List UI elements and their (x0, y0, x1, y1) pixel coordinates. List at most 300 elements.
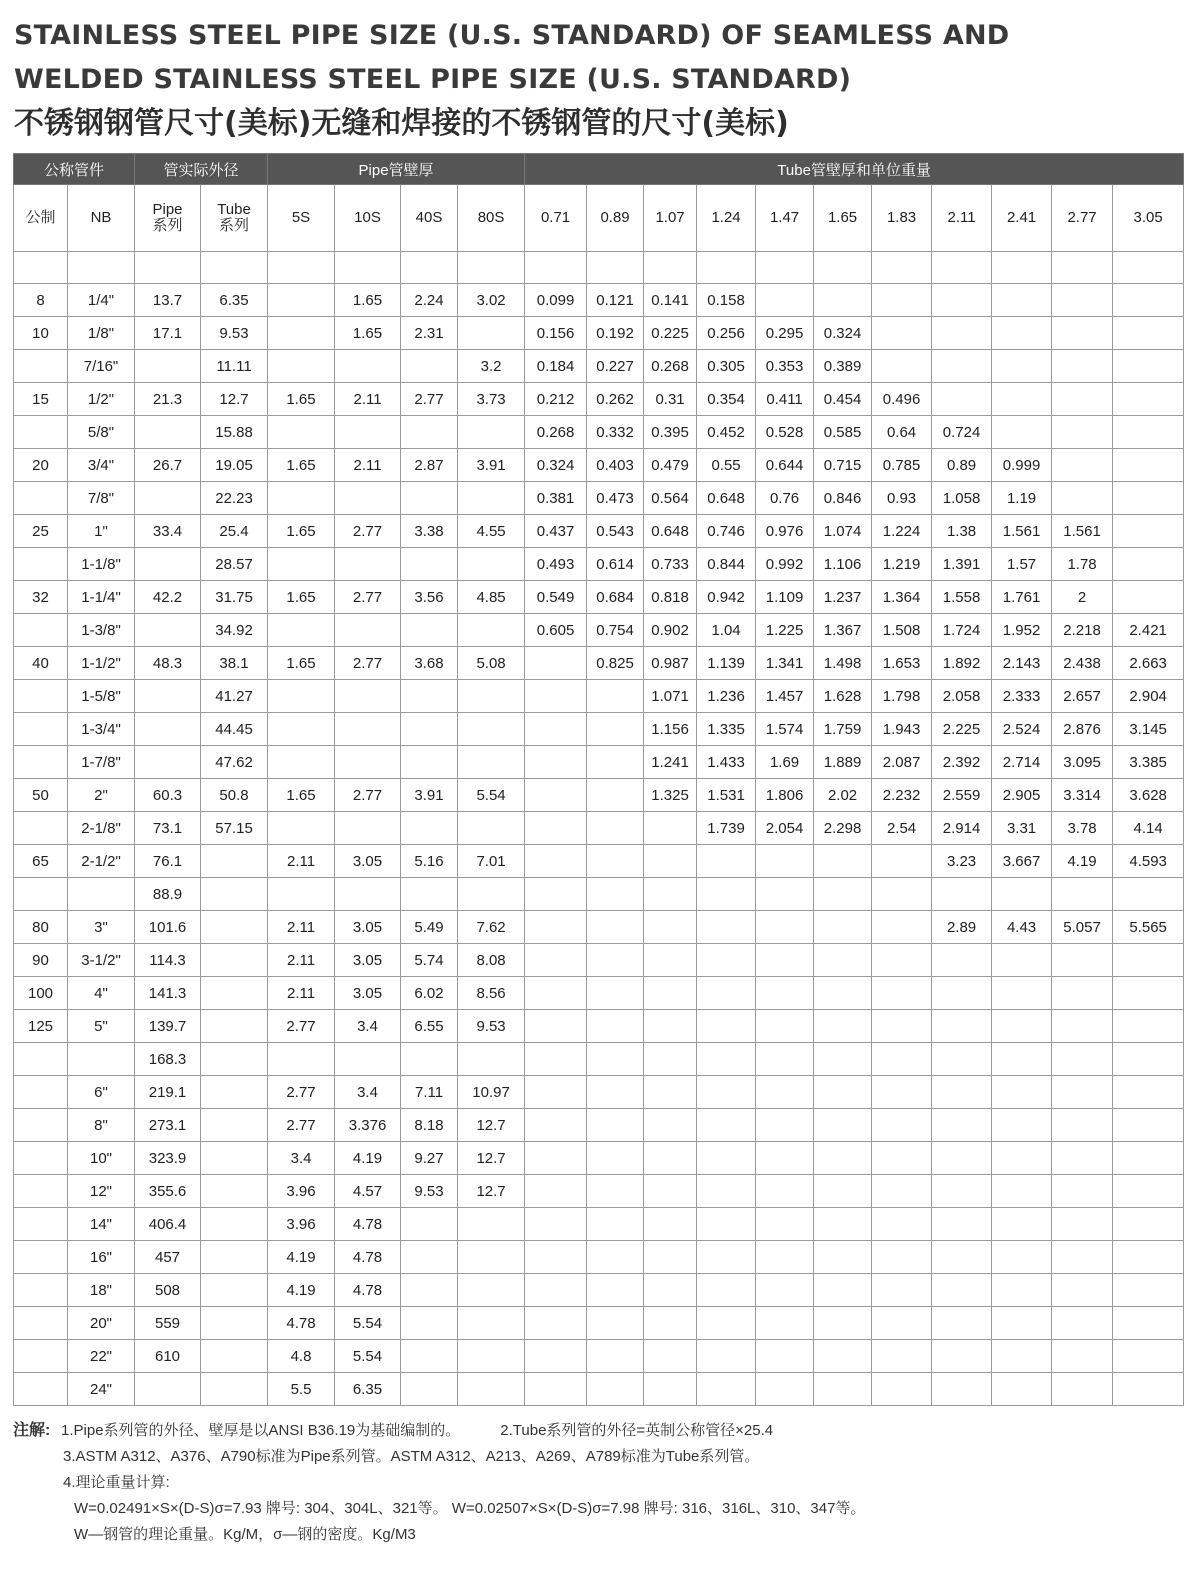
table-cell: 0.437 (525, 515, 587, 548)
table-cell: 1.653 (872, 647, 932, 680)
table-row (14, 878, 1184, 911)
table-cell: 168.3 (135, 1043, 201, 1076)
table-cell (992, 1373, 1052, 1406)
table-cell: 1.341 (756, 647, 814, 680)
table-cell: 3.4 (335, 1010, 401, 1043)
table-cell (1052, 977, 1113, 1010)
subheader-tube-series: Tube 系列 (201, 185, 268, 252)
table-row (14, 1076, 1184, 1109)
table-cell: 57.15 (201, 812, 268, 845)
table-cell (525, 1175, 587, 1208)
table-cell: 47.62 (201, 746, 268, 779)
table-cell: 24" (68, 1373, 135, 1406)
table-cell: 12.7 (458, 1175, 525, 1208)
table-cell: 0.549 (525, 581, 587, 614)
header-tube-wall-weight: Tube管壁厚和单位重量 (525, 154, 1184, 185)
table-cell (587, 713, 644, 746)
table-cell (14, 1307, 68, 1340)
table-cell: 0.585 (814, 416, 872, 449)
table-row (14, 1373, 1184, 1406)
table-cell: 1.761 (992, 581, 1052, 614)
table-cell (697, 1175, 756, 1208)
table-cell (458, 416, 525, 449)
table-cell: 4.78 (335, 1274, 401, 1307)
table-cell (932, 1274, 992, 1307)
table-cell (814, 1010, 872, 1043)
table-cell (458, 713, 525, 746)
table-cell (872, 1241, 932, 1274)
table-cell (458, 746, 525, 779)
table-cell (525, 812, 587, 845)
table-cell (525, 1373, 587, 1406)
note-3: 3.ASTM A312、A376、A790标准为Pipe系列管。ASTM A312、A213、A269、A789标准为Tube系列管。 (63, 1448, 760, 1465)
table-cell (525, 944, 587, 977)
table-cell (335, 713, 401, 746)
table-cell: 1.508 (872, 614, 932, 647)
table-cell: 25 (14, 515, 68, 548)
table-cell: 0.825 (587, 647, 644, 680)
table-cell: 0.268 (525, 416, 587, 449)
table-cell: 0.724 (932, 416, 992, 449)
table-cell: 0.141 (644, 284, 697, 317)
table-cell (1052, 1175, 1113, 1208)
table-cell (756, 284, 814, 317)
table-cell (644, 878, 697, 911)
table-cell: 0.121 (587, 284, 644, 317)
table-cell: 12" (68, 1175, 135, 1208)
table-cell (1113, 1109, 1184, 1142)
table-cell (1052, 1043, 1113, 1076)
table-cell (697, 878, 756, 911)
table-cell: 4.14 (1113, 812, 1184, 845)
table-cell (872, 284, 932, 317)
page-title (14, 14, 1184, 146)
table-cell (814, 911, 872, 944)
table-cell (201, 977, 268, 1010)
table-cell: 5.74 (401, 944, 458, 977)
table-row (14, 1274, 1184, 1307)
table-cell: 1.759 (814, 713, 872, 746)
table-cell: 1-5/8" (68, 680, 135, 713)
table-cell: 1.106 (814, 548, 872, 581)
table-cell (335, 746, 401, 779)
table-cell (756, 1274, 814, 1307)
table-cell (135, 680, 201, 713)
table-cell: 31.75 (201, 581, 268, 614)
table-cell (525, 845, 587, 878)
table-cell: 2.876 (1052, 713, 1113, 746)
table-cell: 1-3/4" (68, 713, 135, 746)
table-cell: 0.648 (644, 515, 697, 548)
table-cell (201, 1043, 268, 1076)
table-cell (1113, 515, 1184, 548)
table-cell: 125 (14, 1010, 68, 1043)
table-cell: 1.574 (756, 713, 814, 746)
table-cell (697, 1076, 756, 1109)
table-cell: 0.76 (756, 482, 814, 515)
table-cell (401, 1208, 458, 1241)
table-cell (697, 911, 756, 944)
table-cell (932, 1208, 992, 1241)
table-cell (992, 284, 1052, 317)
table-cell: 3.23 (932, 845, 992, 878)
subheader-col-1-65: 1.65 (814, 185, 872, 252)
table-cell: 4.19 (335, 1142, 401, 1175)
table-cell: 0.268 (644, 350, 697, 383)
table-row (14, 845, 1184, 878)
table-cell (1113, 1175, 1184, 1208)
table-cell: 3.68 (401, 647, 458, 680)
table-cell: 0.256 (697, 317, 756, 350)
table-cell: 1.139 (697, 647, 756, 680)
table-cell (401, 713, 458, 746)
header-band (14, 154, 1184, 185)
table-cell: 73.1 (135, 812, 201, 845)
note-1: 1.Pipe系列管的外径、壁厚是以ANSI B36.19为基础编制的。 (61, 1422, 461, 1439)
table-cell (932, 1109, 992, 1142)
table-cell (872, 1307, 932, 1340)
table-cell (992, 944, 1052, 977)
table-cell: 5.49 (401, 911, 458, 944)
table-cell: 0.227 (587, 350, 644, 383)
table-cell (992, 1076, 1052, 1109)
table-cell (1052, 1076, 1113, 1109)
table-cell (335, 614, 401, 647)
table-cell (401, 1241, 458, 1274)
table-cell: 0.564 (644, 482, 697, 515)
table-cell: 17.1 (135, 317, 201, 350)
table-cell: 2.421 (1113, 614, 1184, 647)
table-cell (697, 1241, 756, 1274)
table-cell (1113, 944, 1184, 977)
table-cell (1113, 1307, 1184, 1340)
table-cell (697, 1010, 756, 1043)
table-cell (932, 1142, 992, 1175)
table-cell: 0.785 (872, 449, 932, 482)
table-cell: 3.56 (401, 581, 458, 614)
table-cell (814, 1175, 872, 1208)
table-cell (335, 812, 401, 845)
table-cell (872, 1340, 932, 1373)
table-cell: 0.999 (992, 449, 1052, 482)
table-cell: 38.1 (201, 647, 268, 680)
table-cell (1052, 878, 1113, 911)
table-cell: 0.818 (644, 581, 697, 614)
table-cell (14, 416, 68, 449)
table-cell (1113, 1241, 1184, 1274)
table-cell (872, 317, 932, 350)
table-cell (458, 548, 525, 581)
table-row (14, 647, 1184, 680)
table-cell: 7.11 (401, 1076, 458, 1109)
table-cell: 3.02 (458, 284, 525, 317)
table-cell (458, 317, 525, 350)
table-cell: 0.305 (697, 350, 756, 383)
subheader-col-3-05: 3.05 (1113, 185, 1184, 252)
table-cell (814, 977, 872, 1010)
table-cell (458, 1274, 525, 1307)
table-cell: 1.224 (872, 515, 932, 548)
table-cell: 1.57 (992, 548, 1052, 581)
table-cell: 5.54 (335, 1307, 401, 1340)
table-cell (458, 1208, 525, 1241)
table-cell: 1.109 (756, 581, 814, 614)
table-cell (201, 944, 268, 977)
subheader-col-10s: 10S (335, 185, 401, 252)
table-cell: 2.054 (756, 812, 814, 845)
table-cell: 2.392 (932, 746, 992, 779)
table-cell: 90 (14, 944, 68, 977)
table-cell: 2 (1052, 581, 1113, 614)
table-cell: 1.65 (268, 449, 335, 482)
table-cell (268, 416, 335, 449)
table-cell (1052, 416, 1113, 449)
table-cell (135, 746, 201, 779)
table-cell: 0.715 (814, 449, 872, 482)
table-cell (1113, 449, 1184, 482)
subheader-col-2-41: 2.41 (992, 185, 1052, 252)
table-cell: 0.324 (525, 449, 587, 482)
table-cell: 0.353 (756, 350, 814, 383)
table-cell: 3.4 (268, 1142, 335, 1175)
table-cell (992, 1142, 1052, 1175)
table-cell (644, 944, 697, 977)
table-cell (872, 878, 932, 911)
table-cell (697, 1142, 756, 1175)
table-cell: 3.145 (1113, 713, 1184, 746)
table-cell (644, 1076, 697, 1109)
table-cell (814, 1274, 872, 1307)
table-cell: 0.454 (814, 383, 872, 416)
table-cell (644, 1043, 697, 1076)
table-cell (1052, 944, 1113, 977)
table-cell (525, 1274, 587, 1307)
table-cell: 1.498 (814, 647, 872, 680)
table-cell (932, 1373, 992, 1406)
table-cell: 1.943 (872, 713, 932, 746)
table-cell (1052, 1340, 1113, 1373)
table-cell: 2.77 (335, 779, 401, 812)
table-cell: 5.16 (401, 845, 458, 878)
table-cell (401, 548, 458, 581)
notes-label: 注解: (13, 1422, 51, 1439)
table-cell: 1.561 (1052, 515, 1113, 548)
table-cell: 2.77 (268, 1109, 335, 1142)
table-cell: 3.628 (1113, 779, 1184, 812)
table-cell: 20 (14, 449, 68, 482)
subheader-col-2-11: 2.11 (932, 185, 992, 252)
table-cell (14, 1241, 68, 1274)
table-cell (401, 812, 458, 845)
table-cell: 2.298 (814, 812, 872, 845)
table-cell (756, 1142, 814, 1175)
table-cell: 3.4 (335, 1076, 401, 1109)
subheader-col-1-07: 1.07 (644, 185, 697, 252)
table-cell (756, 1043, 814, 1076)
table-cell (14, 746, 68, 779)
table-cell (756, 1307, 814, 1340)
table-cell (458, 1043, 525, 1076)
table-cell: 3.2 (458, 350, 525, 383)
table-cell: 0.099 (525, 284, 587, 317)
table-cell (587, 1142, 644, 1175)
table-cell (14, 350, 68, 383)
table-cell (525, 779, 587, 812)
table-cell (458, 1307, 525, 1340)
table-cell (14, 878, 68, 911)
table-cell: 4.57 (335, 1175, 401, 1208)
table-cell: 2.89 (932, 911, 992, 944)
subheader-pipe-series: Pipe 系列 (135, 185, 201, 252)
table-cell (1113, 482, 1184, 515)
table-cell (14, 1175, 68, 1208)
table-cell (268, 614, 335, 647)
table-cell (992, 977, 1052, 1010)
table-cell (14, 614, 68, 647)
table-cell (697, 1340, 756, 1373)
table-cell: 3.376 (335, 1109, 401, 1142)
table-cell (14, 1340, 68, 1373)
table-cell (587, 1175, 644, 1208)
table-cell: 2" (68, 779, 135, 812)
table-cell (68, 878, 135, 911)
table-cell (268, 746, 335, 779)
table-cell (525, 1307, 587, 1340)
table-cell: 8.56 (458, 977, 525, 1010)
table-cell (14, 548, 68, 581)
table-cell: 3.05 (335, 944, 401, 977)
table-cell: 13.7 (135, 284, 201, 317)
table-cell: 41.27 (201, 680, 268, 713)
title-english-line-2: WELDED STAINLESS STEEL PIPE SIZE (U.S. STANDARD) (14, 64, 852, 95)
table-cell: 1.65 (268, 515, 335, 548)
table-cell: 10" (68, 1142, 135, 1175)
table-cell (992, 1175, 1052, 1208)
subheader-col-2-77: 2.77 (1052, 185, 1113, 252)
table-cell (644, 1340, 697, 1373)
table-cell (932, 977, 992, 1010)
header-nominal-size: 公称管件 (14, 154, 135, 185)
table-cell: 22" (68, 1340, 135, 1373)
table-cell (401, 482, 458, 515)
title-english-line-1: STAINLESS STEEL PIPE SIZE (U.S. STANDARD) OF SEAMLESS AND (14, 20, 1010, 51)
table-row (14, 713, 1184, 746)
table-cell: 4.85 (458, 581, 525, 614)
table-cell: 1/2" (68, 383, 135, 416)
table-cell (644, 845, 697, 878)
table-cell (756, 1175, 814, 1208)
table-cell: 4.78 (335, 1241, 401, 1274)
table-cell: 6" (68, 1076, 135, 1109)
table-cell (992, 1241, 1052, 1274)
table-cell: 2.087 (872, 746, 932, 779)
table-cell: 6.02 (401, 977, 458, 1010)
table-cell: 1.78 (1052, 548, 1113, 581)
table-cell (587, 1076, 644, 1109)
table-cell (814, 1340, 872, 1373)
table-cell: 1.724 (932, 614, 992, 647)
table-cell (14, 1043, 68, 1076)
table-cell: 26.7 (135, 449, 201, 482)
table-cell: 60.3 (135, 779, 201, 812)
table-cell: 2.438 (1052, 647, 1113, 680)
table-cell: 508 (135, 1274, 201, 1307)
table-cell: 4.78 (268, 1307, 335, 1340)
table-cell (644, 1274, 697, 1307)
table-cell (525, 1241, 587, 1274)
table-cell (872, 1109, 932, 1142)
table-cell: 3.78 (1052, 812, 1113, 845)
table-cell (335, 878, 401, 911)
table-cell (1113, 1010, 1184, 1043)
table-cell: 1.156 (644, 713, 697, 746)
table-cell (992, 416, 1052, 449)
table-cell (1052, 1109, 1113, 1142)
table-cell (1113, 977, 1184, 1010)
table-cell: 0.212 (525, 383, 587, 416)
table-cell (201, 1373, 268, 1406)
table-cell (587, 779, 644, 812)
table-cell (525, 977, 587, 1010)
note-2: 2.Tube系列管的外径=英制公称管径×25.4 (500, 1422, 774, 1439)
table-cell: 2.77 (335, 581, 401, 614)
table-cell: 0.605 (525, 614, 587, 647)
table-cell (401, 614, 458, 647)
table-cell: 2-1/8" (68, 812, 135, 845)
table-cell: 2.143 (992, 647, 1052, 680)
table-cell (756, 845, 814, 878)
table-row (14, 548, 1184, 581)
table-cell (756, 911, 814, 944)
table-cell (201, 1274, 268, 1307)
table-cell: 9.27 (401, 1142, 458, 1175)
table-cell (135, 482, 201, 515)
table-cell (587, 746, 644, 779)
table-cell: 9.53 (401, 1175, 458, 1208)
table-cell: 273.1 (135, 1109, 201, 1142)
table-cell (201, 845, 268, 878)
table-cell: 0.324 (814, 317, 872, 350)
table-cell: 1-1/8" (68, 548, 135, 581)
table-cell (814, 1307, 872, 1340)
table-cell (992, 1010, 1052, 1043)
table-cell (1113, 1142, 1184, 1175)
table-cell (587, 944, 644, 977)
table-cell (525, 1340, 587, 1373)
table-cell (14, 680, 68, 713)
table-cell (587, 1241, 644, 1274)
table-cell (201, 1175, 268, 1208)
table-cell (992, 350, 1052, 383)
table-row (14, 1208, 1184, 1241)
table-cell (872, 911, 932, 944)
table-cell: 28.57 (201, 548, 268, 581)
table-row (14, 1109, 1184, 1142)
table-cell: 5.565 (1113, 911, 1184, 944)
table-cell: 100 (14, 977, 68, 1010)
table-cell: 1.391 (932, 548, 992, 581)
table-cell: 3.667 (992, 845, 1052, 878)
table-cell (872, 1373, 932, 1406)
table-cell: 0.295 (756, 317, 814, 350)
table-cell: 4" (68, 977, 135, 1010)
table-cell: 5/8" (68, 416, 135, 449)
table-cell (458, 1241, 525, 1274)
table-cell: 5.54 (458, 779, 525, 812)
table-cell (458, 482, 525, 515)
table-cell (268, 878, 335, 911)
table-cell: 6.35 (201, 284, 268, 317)
